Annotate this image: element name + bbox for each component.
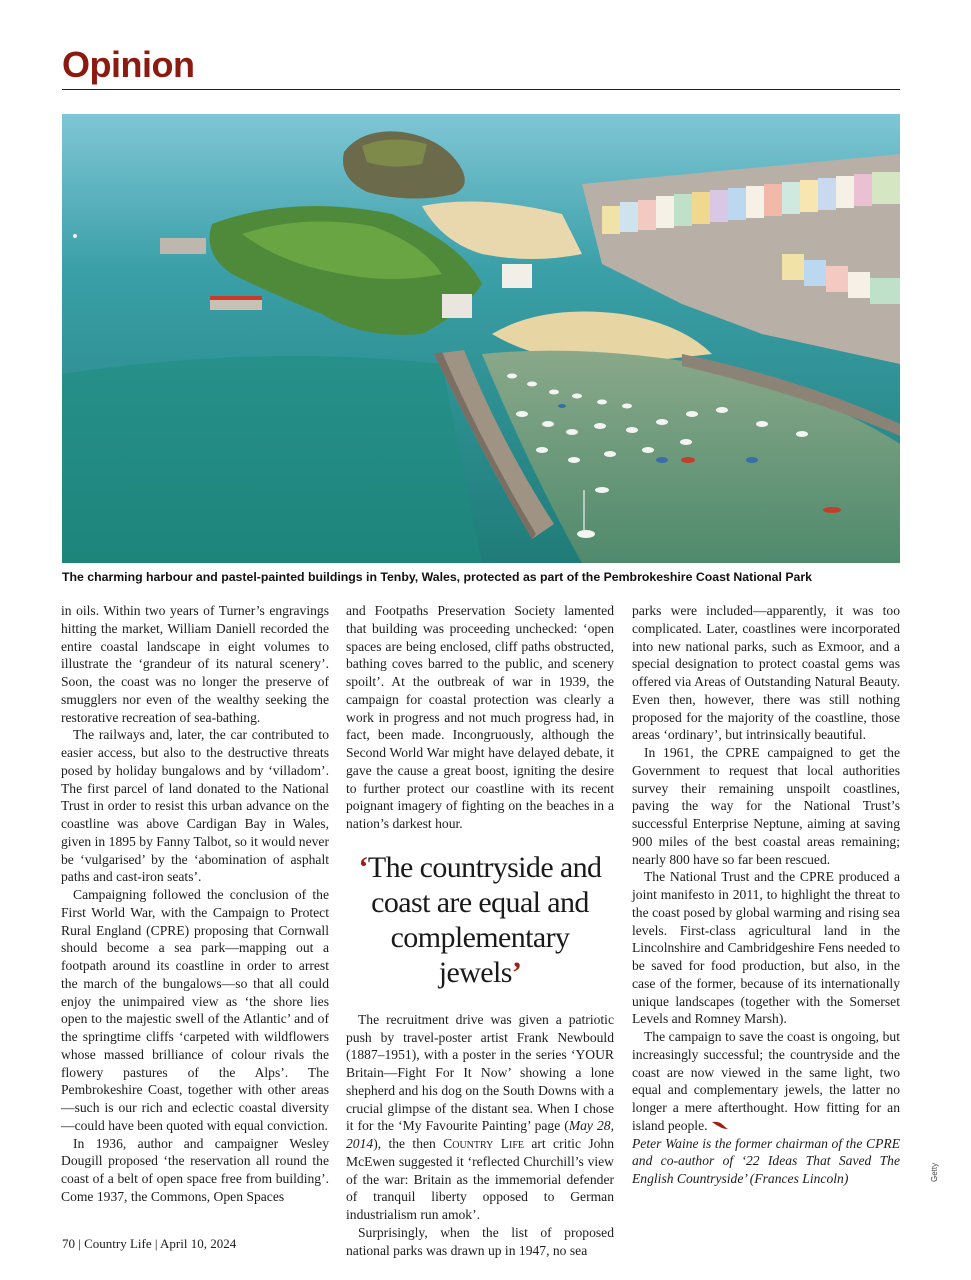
paragraph-text: The campaign to save the coast is ongoing, but increasingly successful; the countryside and the coast are now viewed in the same light, two equal and complementary jewels, the latter no longer a mere afterthought. How fitting for an island people. <box>632 1029 900 1133</box>
issue-date: May 28, 2014 <box>346 1118 614 1151</box>
paragraph: In 1961, the CPRE campaigned to get the Government to request that local authorities survey their remaining unspoilt coastlines, paving the way for the National Trust’s successful Enterprise Neptune, aiming at saving 900 miles of the best coastal areas remaining; nearly 800 have so far been rescued. <box>632 745 900 867</box>
paragraph-text: ), the then <box>373 1136 444 1151</box>
paragraph: In 1936, author and campaigner Wesley Dougill proposed ‘the reservation all round the coast of a belt of open space free from building’. Come 1937, the Commons, Open Spaces <box>61 1135 329 1204</box>
paragraph-text: The recruitment drive was given a patriotic push by travel-poster artist Frank Newbould (1887–1951), with a poster in the series ‘YOUR Britain—Fight For It Now’ showing a lone shepherd and his dog on the South Downs with a crucial glimpse of the distant sea. When I chose it for the ‘My Favourite Painting’ page ( <box>346 1011 614 1134</box>
section-title: Opinion <box>62 44 195 85</box>
page-footer: 70 | Country Life | April 10, 2024 <box>62 1236 237 1251</box>
paragraph: The National Trust and the CPRE produced a joint manifesto in 2011, to highlight the threat to the coast posed by global warming and rising sea levels. First-class agricultural land in the Lincolnshire and Cambridgeshire Fens needed to be saved for food production, but also, in the case of the former, because of its internationally unique landscapes (together with the Somerset Levels and Romney Marsh). <box>632 869 900 1027</box>
tenby-harbour-photo <box>62 114 900 563</box>
article-column-3 <box>632 602 900 1188</box>
photo-credit: Getty <box>930 1162 939 1182</box>
pheasant-feather-icon <box>711 1120 729 1130</box>
paragraph: Surprisingly, when the list of proposed national parks was drawn up in 1947, no sea <box>346 1224 614 1258</box>
paragraph <box>632 1028 900 1135</box>
shallow-water <box>62 356 482 563</box>
paragraph: and Footpaths Preservation Society lamented that building was proceeding unchecked: ‘open spaces are being enclosed, cliff paths obstructed, bathing coves barred to the public, and scenery spoilt’. At the outbreak of war in 1939, the campaign for coastal protection was clearly a work in progress and not much progress had, in fact, been made. Incongruously, although the Second World War might have delayed debate, it gave the cause a great boost, igniting the desire to further protect our coastline with its recent poignant imagery of fighting on the beaches in a nation’s darkest hour. <box>346 603 614 831</box>
paragraph: in oils. Within two years of Turner’s engravings hitting the market, William Daniell recorded the entire coastal landscape in eight volumes to illustrate the ‘grandeur of its natural scenery’. Soon, the coast was no longer the preserve of smugglers nor even of the wealthy seeking the restorative recreation of sea-bathing. <box>61 603 329 725</box>
paragraph: Campaigning followed the conclusion of the First World War, with the Campaign to Protect Rural England (CPRE) proposing that Cornwall should become a sea park—mapping out a footpath around its coastline in order to arrest the march of the bungalows—so that all could enjoy the unimpaired view as ‘the shore lies open to the majestic swell of the Atlantic’ and of the springtime cliffs ‘carpeted with wildflowers whose massed brilliance of colour rivals the flowery pastures of the Alps’. The Pembrokeshire Coast, together with other areas—such is our rich and eclectic coastal diversity—could have been quoted with equal conviction. <box>61 887 329 1133</box>
article-column-1 <box>61 602 329 1206</box>
pull-quote-text: The countryside and coast are equal and complementary jewels <box>367 850 602 989</box>
paragraph <box>346 1011 614 1224</box>
paragraph-text: art critic John McEwen suggested it ‘reflected Churchill’s view of the war: Britain as the immemorial defender of tranquil liberty opposed to German industrialism run amok’. <box>346 1136 614 1222</box>
photo-caption: The charming harbour and pastel-painted buildings in Tenby, Wales, protected as part of the Pembrokeshire Coast National Park <box>62 570 813 584</box>
harbour-illustration <box>62 114 900 563</box>
paragraph: parks were included—apparently, it was too complicated. Later, coastlines were incorporated into new national parks, such as Exmoor, and a special designation to protect coastal gems was offered via Areas of Outstanding Natural Beauty. Even then, however, there was still nothing proposed for the majority of the coastline, those areas ‘ordinary’, but intrinsically beautiful. <box>632 603 900 743</box>
magazine-name: Country Life <box>443 1136 525 1151</box>
paragraph: The railways and, later, the car contributed to easier access, but also to the destructive threats posed by holiday bungalows and by ‘villadom’. The first parcel of land donated to the National Trust in order to resist this urban advance on the coastline was above Cardigan Bay in Wales, given in 1895 by Fanny Talbot, so it would never be ‘vulgarised’ by the ‘abomination of asphalt paths and cast-iron seats’. <box>61 727 329 885</box>
pull-quote-open-mark: ‘ <box>358 850 368 884</box>
author-bio: Peter Waine is the former chairman of the CPRE and co-author of ‘22 Ideas That Saved The English Countryside’ (Frances Lincoln) <box>632 1135 900 1186</box>
article-column-2 <box>346 602 614 1259</box>
pull-quote-close-mark: ’ <box>511 955 522 989</box>
pull-quote <box>346 850 614 990</box>
header-rule <box>62 89 900 90</box>
